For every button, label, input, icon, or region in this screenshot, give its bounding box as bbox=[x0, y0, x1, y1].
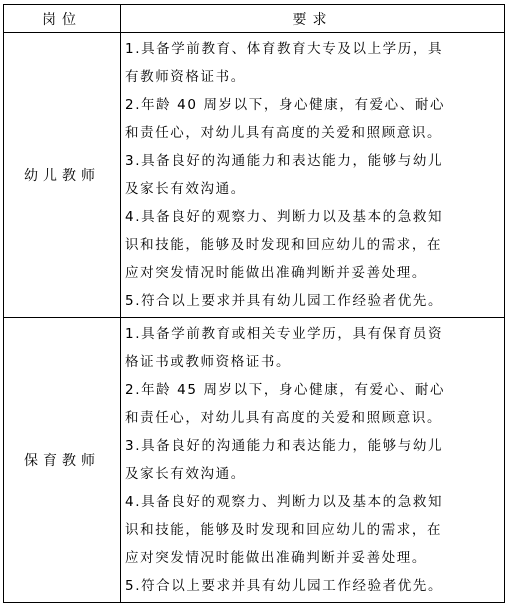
requirement-line: 4.具备良好的观察力、判断力以及基本的急救知 bbox=[125, 494, 444, 510]
requirement-line: 及家长有效沟通。 bbox=[125, 181, 246, 197]
requirement-line: 应对突发情况时能做出准确判断并妥善处理。 bbox=[125, 550, 427, 566]
requirement-line: 5.符合以上要求并具有幼儿园工作经验者优先。 bbox=[125, 578, 444, 594]
requirement-line: 及家长有效沟通。 bbox=[125, 466, 246, 482]
requirement-line: 识和技能，能够及时发现和回应幼儿的需求，在 bbox=[125, 237, 443, 253]
requirements-table bbox=[3, 4, 505, 603]
requirements-cell-nursery-teacher bbox=[121, 318, 505, 603]
requirement-line: 和责任心，对幼儿具有高度的关爱和照顾意识。 bbox=[125, 125, 443, 141]
requirement-line: 和责任心，对幼儿具有高度的关爱和照顾意识。 bbox=[125, 410, 443, 426]
requirement-line: 格证书或教师资格证书。 bbox=[125, 354, 292, 370]
requirement-line: 有教师资格证书。 bbox=[125, 69, 246, 85]
requirement-line: 3.具备良好的沟通能力和表达能力，能够与幼儿 bbox=[125, 438, 444, 454]
header-requirements: 要求 bbox=[121, 5, 505, 33]
requirement-line: 3.具备良好的沟通能力和表达能力，能够与幼儿 bbox=[125, 153, 444, 169]
requirement-line: 应对突发情况时能做出准确判断并妥善处理。 bbox=[125, 265, 427, 281]
requirements-cell-kindergarten-teacher bbox=[121, 33, 505, 318]
requirement-line: 2.年龄 45 周岁以下，身心健康，有爱心、耐心 bbox=[125, 382, 446, 398]
position-cell-nursery-teacher: 保育教师 bbox=[4, 318, 121, 603]
table-row-kindergarten-teacher bbox=[4, 33, 505, 318]
header-position: 岗位 bbox=[4, 5, 121, 33]
requirement-line: 4.具备良好的观察力、判断力以及基本的急救知 bbox=[125, 209, 444, 225]
header-row bbox=[4, 5, 505, 33]
requirement-line: 识和技能，能够及时发现和回应幼儿的需求，在 bbox=[125, 522, 443, 538]
table-row-nursery-teacher bbox=[4, 318, 505, 603]
requirement-line: 2.年龄 40 周岁以下，身心健康，有爱心、耐心 bbox=[125, 97, 446, 113]
requirement-line: 1.具备学前教育、体育教育大专及以上学历，具 bbox=[125, 41, 444, 57]
requirement-line: 5.符合以上要求并具有幼儿园工作经验者优先。 bbox=[125, 293, 444, 309]
requirement-line: 1.具备学前教育或相关专业学历，具有保育员资 bbox=[125, 326, 444, 342]
position-cell-kindergarten-teacher: 幼儿教师 bbox=[4, 33, 121, 318]
